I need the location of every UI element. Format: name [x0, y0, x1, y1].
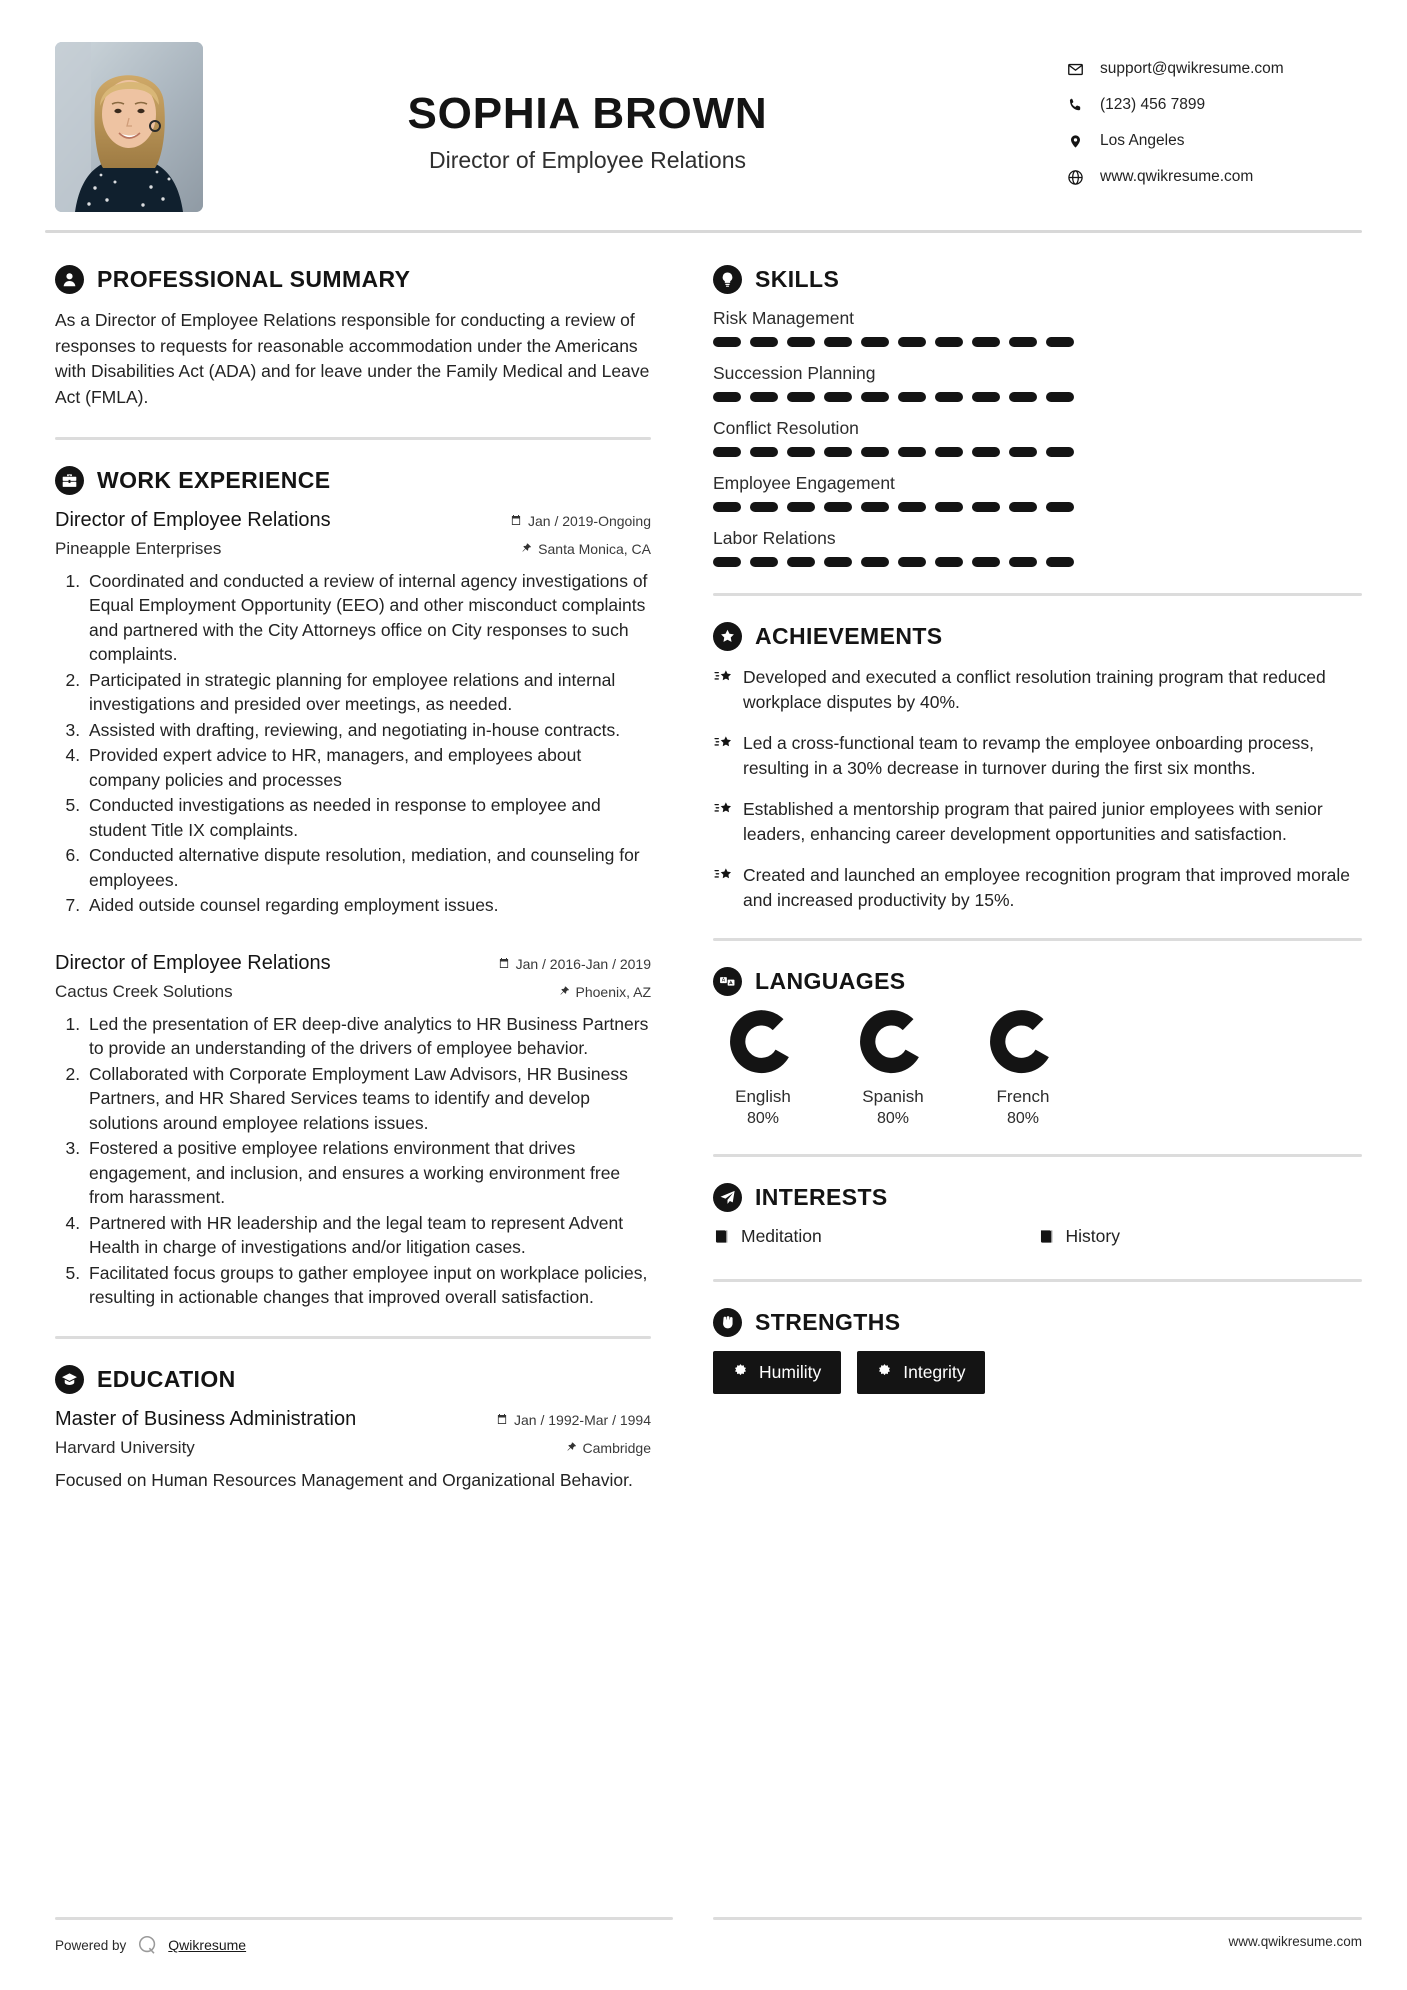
strength-chip: [857, 1351, 985, 1394]
contact-list: [1062, 42, 1362, 204]
section-professional-summary: [55, 265, 651, 411]
contact-location[interactable]: [1062, 132, 1362, 150]
interest-list: [713, 1226, 1362, 1253]
strength-label: Integrity: [903, 1362, 966, 1382]
person-icon: [55, 265, 84, 294]
achievement-item: [713, 665, 1362, 714]
website-icon: [1062, 169, 1088, 186]
bullet-item: 2. Collaborated with Corporate Employment Law Advisors, HR Business Partners, and HR Shared Services teams to identify and develop solutions around employee relations issues.: [85, 1062, 651, 1136]
language-progress-ring: [989, 1010, 1057, 1078]
paper-plane-icon: [713, 1183, 742, 1212]
entry-job-title: Director of Employee Relations: [55, 508, 331, 531]
footer-url: www.qwikresume.com: [1228, 1934, 1362, 1949]
achievement-item: [713, 863, 1362, 912]
bullet-item: 5. Conducted investigations as needed in response to employee and student Title IX complaints.: [85, 793, 651, 842]
main-columns: [45, 241, 1362, 1497]
burst-icon: [877, 1362, 892, 1383]
strength-list: [713, 1351, 1362, 1394]
language-percent: 80%: [876, 1110, 910, 1127]
entry-job-title: Director of Employee Relations: [55, 951, 331, 974]
entry-spacer: [55, 922, 651, 952]
entry-location: [559, 981, 652, 1000]
bulb-icon: [713, 265, 742, 294]
section-title: SKILLS: [755, 266, 840, 292]
skill-item: [713, 473, 1362, 512]
language-progress-ring: [729, 1010, 797, 1078]
language-progress-ring: [859, 1010, 927, 1078]
name-block: [203, 42, 1062, 174]
experience-entry: [55, 509, 651, 918]
section-header: [713, 1183, 1362, 1212]
calendar-icon: [498, 956, 510, 972]
skill-name: Labor Relations: [713, 528, 836, 548]
shooting-star-icon: [713, 863, 743, 912]
right-divider-1: [713, 593, 1362, 596]
summary-text: As a Director of Employee Relations responsible for conducting a review of responses to requests for reasonable accommodation under the Americans with Disabilities Act (ADA) and for leave under the Family Medical and Leave Act (FMLA).: [55, 310, 650, 408]
experience-entry: [55, 952, 651, 1310]
skill-item: [713, 308, 1362, 347]
right-divider-2: [713, 938, 1362, 941]
right-column: [673, 241, 1362, 1497]
skill-name: Employee Engagement: [713, 473, 895, 493]
resume-footer: [45, 1917, 1362, 1956]
entry-bullets: [55, 1012, 651, 1310]
header-divider: [45, 230, 1362, 233]
email-icon: [1062, 61, 1088, 78]
bullet-item: 2. Participated in strategic planning for employee relations and internal investigations and presided over meetings, as needed.: [85, 668, 651, 717]
interest-item: [1038, 1226, 1363, 1247]
entry-date-text: Jan / 1992-Mar / 1994: [514, 1411, 651, 1428]
left-divider-1: [55, 437, 651, 440]
bullet-item: 1. Led the presentation of ER deep-dive analytics to HR Business Partners to provide an understanding of the drivers of employee behavior.: [85, 1012, 651, 1061]
entry-org-row: [55, 1437, 651, 1458]
skill-level-bar: [713, 447, 1362, 457]
graduation-icon: [55, 1365, 84, 1394]
section-skills: [713, 265, 1362, 567]
pin-icon: [521, 541, 532, 557]
strength-label: Humility: [759, 1362, 822, 1382]
contact-location-text: Los Angeles: [1100, 132, 1185, 149]
book-icon: [713, 1228, 730, 1245]
contact-website-text: www.qwikresume.com: [1100, 168, 1254, 185]
achievement-text: Established a mentorship program that paired junior employees with senior leaders, enhancing career development opportunities and satisfaction.: [743, 799, 1323, 844]
phone-icon: [1062, 97, 1088, 113]
section-header: [713, 1308, 1362, 1337]
section-header: [55, 466, 651, 495]
svg-text:A: A: [721, 977, 726, 984]
translate-icon: [713, 967, 742, 996]
location-icon: [1062, 133, 1088, 150]
section-header: [55, 265, 651, 294]
bullet-item: 3. Fostered a positive employee relations environment that drives engagement, and inclusion, and ensures a working environment free from harassment.: [85, 1136, 651, 1210]
footer-divider-right: [713, 1917, 1362, 1920]
language-name: English: [735, 1087, 791, 1106]
bullet-item: 3. Assisted with drafting, reviewing, and negotiating in-house contracts.: [85, 718, 651, 743]
section-header: [55, 1365, 651, 1394]
entry-date: [510, 510, 651, 529]
entry-description: Focused on Human Resources Management and Organizational Behavior.: [55, 1469, 633, 1490]
section-education: [55, 1365, 651, 1493]
candidate-job-title: Director of Employee Relations: [428, 147, 747, 174]
entry-date-text: Jan / 2019-Ongoing: [528, 512, 651, 529]
achievement-item: [713, 797, 1362, 846]
section-title: INTERESTS: [755, 1184, 888, 1210]
entry-date: [498, 953, 651, 972]
shooting-star-icon: [713, 665, 743, 714]
footer-divider-left: [55, 1917, 673, 1920]
entry-location-text: Santa Monica, CA: [538, 540, 651, 557]
language-name: French: [996, 1087, 1050, 1106]
entry-title-row: [55, 509, 651, 532]
contact-website[interactable]: [1062, 168, 1362, 186]
entry-organization: Cactus Creek Solutions: [55, 981, 233, 1001]
bullet-item: 7. Aided outside counsel regarding employment issues.: [85, 893, 651, 918]
book-icon: [1038, 1228, 1055, 1245]
skill-level-bar: [713, 337, 1362, 347]
contact-email-text: support@qwikresume.com: [1100, 60, 1284, 77]
profile-photo: [55, 42, 203, 212]
contact-phone[interactable]: [1062, 96, 1362, 114]
qwikresume-link[interactable]: Qwikresume: [168, 1937, 247, 1953]
left-divider-2: [55, 1336, 651, 1339]
section-title: EDUCATION: [97, 1365, 236, 1392]
section-title: LANGUAGES: [755, 968, 906, 994]
right-divider-4: [713, 1279, 1362, 1282]
left-column: [45, 241, 673, 1497]
skill-item: [713, 418, 1362, 457]
entry-organization: Pineapple Enterprises: [55, 538, 222, 558]
section-strengths: [713, 1308, 1362, 1394]
fist-icon: [713, 1308, 742, 1337]
bullet-item: 6. Conducted alternative dispute resolution, mediation, and counseling for employees.: [85, 843, 651, 892]
language-name: Spanish: [862, 1087, 924, 1106]
skill-name: Risk Management: [713, 308, 855, 328]
section-header: [713, 967, 1362, 996]
briefcase-icon: [55, 466, 84, 495]
contact-email[interactable]: [1062, 60, 1362, 78]
resume-header: [45, 30, 1362, 212]
language-item: [717, 1010, 809, 1128]
entry-date-text: Jan / 2016-Jan / 2019: [515, 955, 651, 972]
burst-icon: [733, 1362, 748, 1383]
pin-icon: [559, 984, 570, 1000]
calendar-icon: [510, 513, 522, 529]
entry-org-row: [55, 981, 651, 1002]
qwikresume-logo-icon: [137, 1934, 159, 1956]
strength-chip: [713, 1351, 841, 1394]
entry-location: [566, 1437, 651, 1456]
achievement-item: [713, 731, 1362, 780]
entry-title-row: [55, 952, 651, 975]
entry-location-text: Cambridge: [582, 1439, 651, 1456]
section-title: ACHIEVEMENTS: [755, 623, 943, 649]
skill-item: [713, 528, 1362, 567]
footer-right: [673, 1917, 1362, 1956]
entry-title-row: [55, 1408, 651, 1431]
achievement-text: Created and launched an employee recognition program that improved morale and increased productivity by 15%.: [743, 865, 1351, 910]
education-entry: [55, 1408, 651, 1493]
section-title: WORK EXPERIENCE: [97, 466, 331, 493]
interest-label: History: [1065, 1226, 1120, 1246]
section-languages: [713, 967, 1362, 1128]
shooting-star-icon: [713, 797, 743, 846]
entry-bullets: [55, 569, 651, 918]
powered-by-label: Powered by: [55, 1937, 127, 1953]
bullet-item: 1. Coordinated and conducted a review of internal agency investigations of Equal Employment Opportunity (EEO) and other misconduct complaints and partnered with the City Attorneys office on City responses to such complaints.: [85, 569, 651, 667]
entry-school: Harvard University: [55, 1437, 195, 1457]
entry-location-text: Phoenix, AZ: [575, 983, 651, 1000]
right-divider-3: [713, 1154, 1362, 1157]
entry-location: [521, 538, 651, 557]
skill-name: Succession Planning: [713, 363, 876, 383]
language-item: [977, 1010, 1069, 1128]
shooting-star-icon: [713, 731, 743, 780]
entry-org-row: [55, 538, 651, 559]
footer-left: [45, 1917, 673, 1956]
skill-level-bar: [713, 502, 1362, 512]
entry-date: [496, 1409, 651, 1428]
bullet-item: 4. Partnered with HR leadership and the legal team to represent Advent Health in charge of investigations and/or litigation cases.: [85, 1211, 651, 1260]
calendar-icon: [496, 1412, 508, 1428]
language-item: [847, 1010, 939, 1128]
skill-item: [713, 363, 1362, 402]
pin-icon: [566, 1440, 577, 1456]
language-list: [713, 1010, 1362, 1128]
achievement-text: Led a cross-functional team to revamp the employee onboarding process, resulting in a 30% decrease in turnover during the first six months.: [743, 733, 1315, 778]
section-work-experience: [55, 466, 651, 1310]
skill-level-bar: [713, 557, 1362, 567]
section-interests: [713, 1183, 1362, 1253]
skill-level-bar: [713, 392, 1362, 402]
section-header: [713, 265, 1362, 294]
language-percent: 80%: [1006, 1110, 1040, 1127]
section-title: STRENGTHS: [755, 1309, 901, 1335]
powered-by-block: [55, 1934, 673, 1956]
bullet-item: 5. Facilitated focus groups to gather employee input on workplace policies, resulting in actionable changes that improved overall satisfaction.: [85, 1261, 651, 1310]
candidate-name: SOPHIA BROWN: [407, 89, 768, 138]
bullet-item: 4. Provided expert advice to HR, managers, and employees about company policies and processes: [85, 743, 651, 792]
interest-item: [713, 1226, 1038, 1247]
section-title: PROFESSIONAL SUMMARY: [97, 266, 411, 292]
star-badge-icon: [713, 622, 742, 651]
entry-degree: Master of Business Administration: [55, 1407, 357, 1430]
achievement-text: Developed and executed a conflict resolution training program that reduced workplace disputes by 40%.: [743, 667, 1326, 712]
contact-phone-text: (123) 456 7899: [1100, 96, 1206, 113]
section-header: [713, 622, 1362, 651]
interest-label: Meditation: [741, 1226, 822, 1246]
section-achievements: [713, 622, 1362, 912]
skill-name: Conflict Resolution: [713, 418, 859, 438]
language-percent: 80%: [746, 1110, 780, 1127]
